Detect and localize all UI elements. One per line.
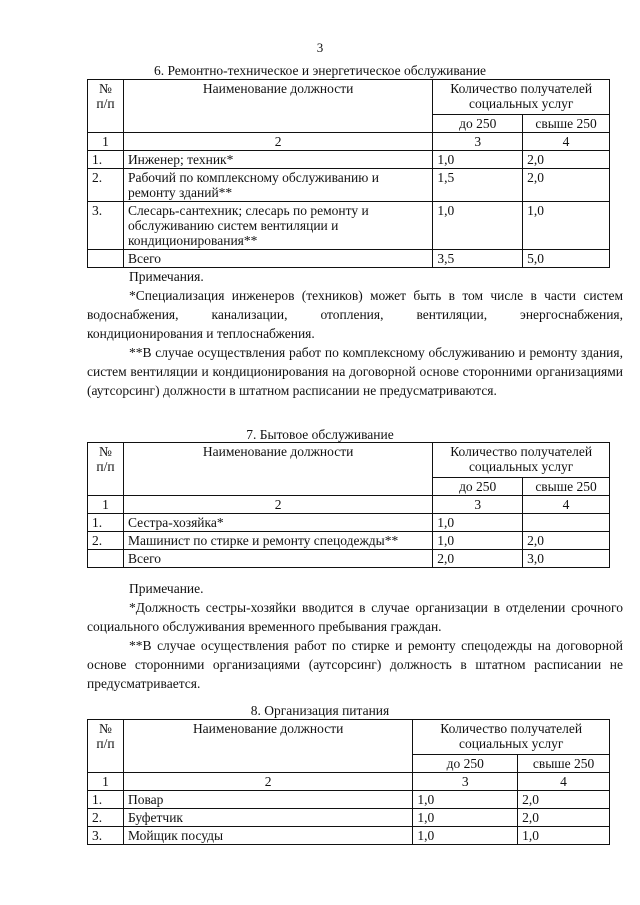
- row-name: Инженер; техник*: [123, 151, 432, 169]
- total-num: [88, 550, 124, 568]
- header-num: № п/п: [88, 80, 124, 133]
- row-num: 2.: [88, 169, 124, 202]
- index-cell: 2: [123, 496, 432, 514]
- index-cell: 1: [88, 133, 124, 151]
- section-7-title: 7. Бытовое обслуживание: [246, 427, 394, 442]
- section-8-table: [87, 719, 610, 845]
- row-name: Мойщик посуды: [123, 827, 412, 845]
- index-cell: 1: [88, 773, 124, 791]
- total-num: [88, 250, 124, 268]
- row-v2: 1,0: [523, 202, 610, 250]
- index-cell: 3: [413, 773, 518, 791]
- table-row: [88, 202, 610, 250]
- table-row: [88, 532, 610, 550]
- table-header-row: [88, 443, 610, 478]
- index-cell: 4: [523, 133, 610, 151]
- total-v2: 5,0: [523, 250, 610, 268]
- header-sub1: до 250: [433, 115, 523, 133]
- header-num: № п/п: [88, 720, 124, 773]
- table-total-row: [88, 250, 610, 268]
- table-row: [88, 169, 610, 202]
- header-sub2: свыше 250: [518, 755, 610, 773]
- header-count: Количество получателей социальных услуг: [413, 720, 610, 755]
- table-index-row: [88, 496, 610, 514]
- index-cell: 4: [523, 496, 610, 514]
- row-v2: 2,0: [523, 151, 610, 169]
- row-num: 3.: [88, 827, 124, 845]
- total-v1: 3,5: [433, 250, 523, 268]
- index-cell: 2: [123, 773, 412, 791]
- section-6-notes: [87, 267, 623, 400]
- row-num: 1.: [88, 791, 124, 809]
- row-num: 2.: [88, 532, 124, 550]
- section-7-notes: [87, 579, 623, 693]
- index-cell: 3: [433, 133, 523, 151]
- row-v1: 1,0: [433, 532, 523, 550]
- index-cell: 3: [433, 496, 523, 514]
- row-num: 1.: [88, 151, 124, 169]
- row-name: Машинист по стирке и ремонту спецодежды**: [123, 532, 432, 550]
- page-number: 3: [316, 40, 324, 55]
- row-v2: 1,0: [518, 827, 610, 845]
- row-v2: 2,0: [523, 532, 610, 550]
- note-2: **В случае осуществления работ по стирке и ремонту спецодежды на договорной основе сторонними организациями (аутсорсинг) должность в штатном расписании не предусматривается.: [87, 638, 623, 691]
- table-row: [88, 827, 610, 845]
- row-v1: 1,0: [433, 514, 523, 532]
- note-1: *Должность сестры-хозяйки вводится в случае организации в отделении срочного социального обслуживания временного пребывания граждан.: [87, 600, 623, 634]
- header-num: № п/п: [88, 443, 124, 496]
- row-v2: 2,0: [518, 809, 610, 827]
- total-label: Всего: [123, 250, 432, 268]
- section-6-title: 6. Ремонтно-техническое и энергетическое обслуживание: [153, 63, 487, 78]
- header-name: Наименование должности: [123, 80, 432, 133]
- index-cell: 4: [518, 773, 610, 791]
- total-v2: 3,0: [523, 550, 610, 568]
- index-cell: 2: [123, 133, 432, 151]
- table-header-row: [88, 80, 610, 115]
- notes-heading: Примечание.: [129, 581, 204, 596]
- header-name: Наименование должности: [123, 443, 432, 496]
- row-v1: 1,0: [433, 151, 523, 169]
- header-sub2: свыше 250: [523, 478, 610, 496]
- row-num: 2.: [88, 809, 124, 827]
- section-7-table: [87, 442, 610, 568]
- header-sub1: до 250: [413, 755, 518, 773]
- notes-heading: Примечания.: [129, 269, 204, 284]
- row-v2: 2,0: [523, 169, 610, 202]
- note-2: **В случае осуществления работ по комплексному обслуживанию и ремонту здания, систем вентиляции и кондиционирования на договорной основе сторонними организациями (аутсорсинг) должности в штатном расписании не предусматриваются.: [87, 345, 623, 398]
- header-count: Количество получателей социальных услуг: [433, 443, 610, 478]
- header-name: Наименование должности: [123, 720, 412, 773]
- row-name: Рабочий по комплексному обслуживанию и ремонту зданий**: [123, 169, 432, 202]
- row-v1: 1,0: [413, 827, 518, 845]
- row-v1: 1,0: [413, 791, 518, 809]
- row-num: 3.: [88, 202, 124, 250]
- table-row: [88, 791, 610, 809]
- table-row: [88, 514, 610, 532]
- row-name: Повар: [123, 791, 412, 809]
- total-v1: 2,0: [433, 550, 523, 568]
- row-v1: 1,0: [433, 202, 523, 250]
- table-row: [88, 151, 610, 169]
- total-label: Всего: [123, 550, 432, 568]
- row-v2: [523, 514, 610, 532]
- header-count: Количество получателей социальных услуг: [433, 80, 610, 115]
- row-v1: 1,0: [413, 809, 518, 827]
- section-6-table: [87, 79, 610, 268]
- header-sub2: свыше 250: [523, 115, 610, 133]
- table-index-row: [88, 773, 610, 791]
- row-v2: 2,0: [518, 791, 610, 809]
- index-cell: 1: [88, 496, 124, 514]
- row-num: 1.: [88, 514, 124, 532]
- note-1: *Специализация инженеров (техников) может быть в том числе в части систем водоснабжения, канализации, отопления, вентиляции, энергоснабжения, кондиционирования и теплоснабжения.: [87, 288, 623, 341]
- table-total-row: [88, 550, 610, 568]
- row-v1: 1,5: [433, 169, 523, 202]
- table-index-row: [88, 133, 610, 151]
- table-header-row: [88, 720, 610, 755]
- row-name: Сестра-хозяйка*: [123, 514, 432, 532]
- section-8-title: 8. Организация питания: [250, 703, 390, 718]
- header-sub1: до 250: [433, 478, 523, 496]
- row-name: Буфетчик: [123, 809, 412, 827]
- table-row: [88, 809, 610, 827]
- row-name: Слесарь-сантехник; слесарь по ремонту и обслуживанию систем вентиляции и кондиционирования**: [123, 202, 432, 250]
